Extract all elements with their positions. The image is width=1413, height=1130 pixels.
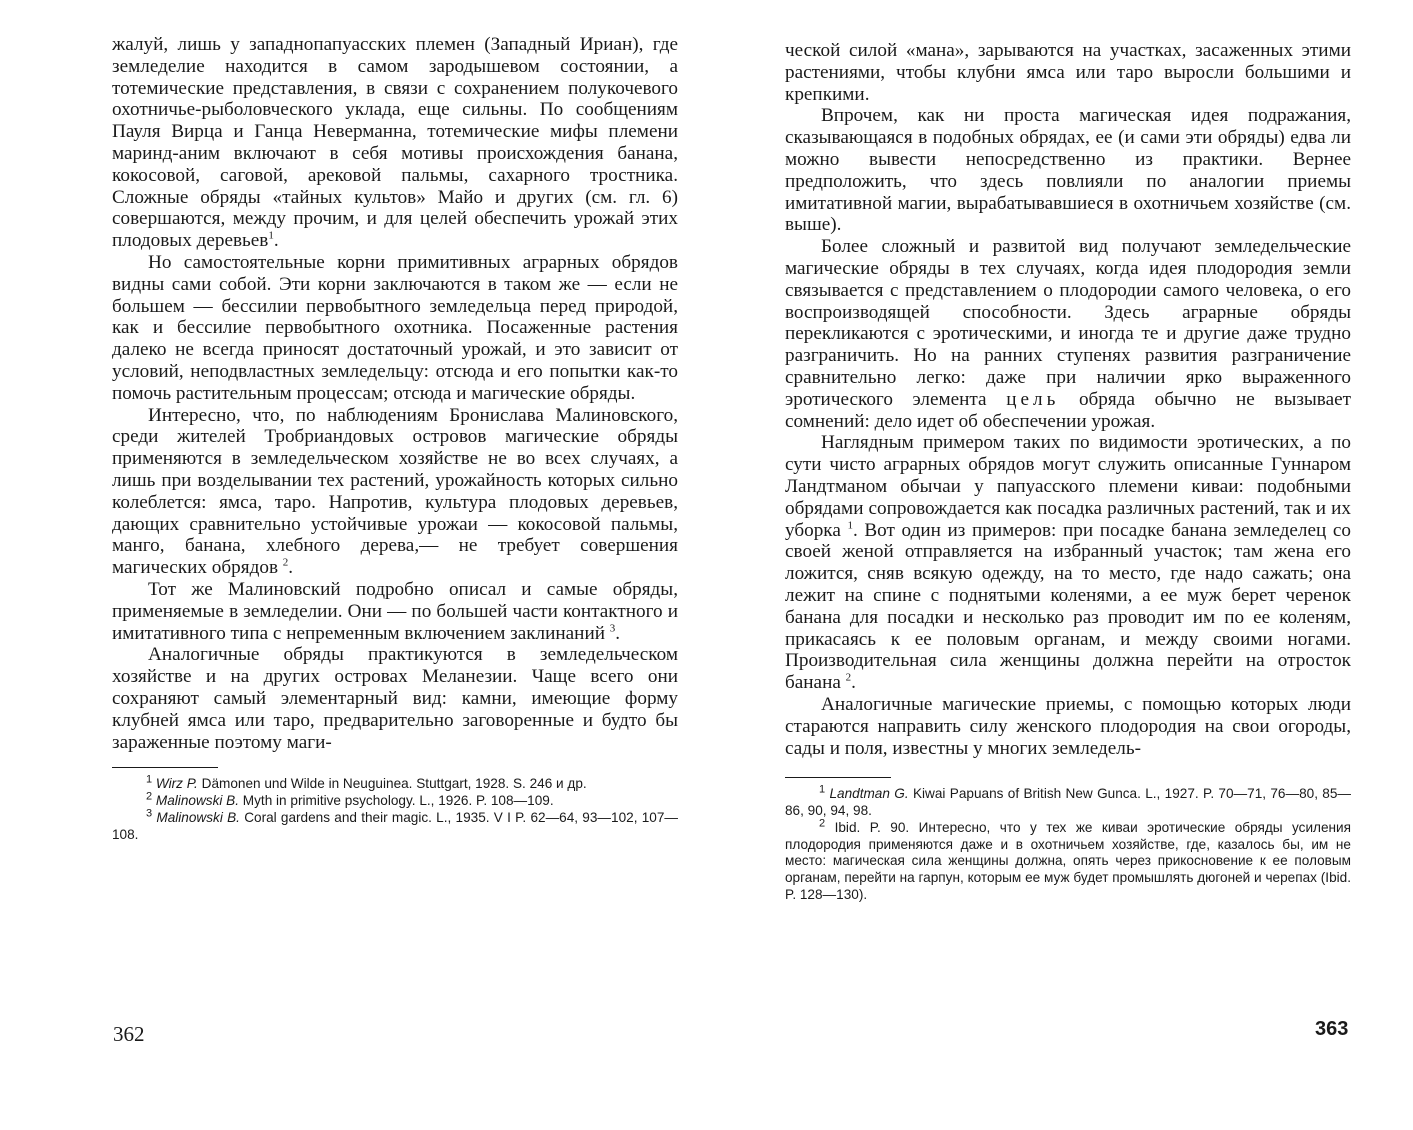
left-footnotes <box>112 773 678 843</box>
spaced-emphasis: цель <box>1006 388 1060 410</box>
footnote-2: $^2$ Malinowski B. Myth in primitive psychology. L., 1926. P. 108—109. <box>146 790 554 809</box>
footnote-1: $^1$ Landtman G. Kiwai Papuans of British New Gunca. L., 1927. P. 70—71, 76—80, 85—86, 90, 94, 98. <box>785 783 1352 819</box>
footnote-3: $^3$ Malinowski B. Coral gardens and their magic. L., 1935. V I P. 62—64, 93—102, 107—108. <box>112 807 678 842</box>
footnote-ref: 3 <box>609 622 616 635</box>
right-paragraph-4: Наглядным примером таких по видимости эротических, а по сути чисто аграрных обрядов могут служить описанные Гуннаром Ландтманом обычаи у папуасского племени киваи: подобными обрядами сопровождается как посадка различных растений, так и их уборка $^1$. Вот один из примеров: при посадке банана земледелец со своей женой отправляется на избранный участок; там жена его ложится, сняв всякую одежду, на то место, где надо сажать; она лежит на спине с поднятыми коленями, а ее муж берет черенок банана для посадки и несколько раз проводит им по ее коленям, прикасаясь к ее половым органам, и между своими ногами. Производительная сила женщины должна перейти на отросток банана $^2$. <box>785 432 1351 694</box>
footnote-rule <box>112 767 218 768</box>
page-number-right: 363 <box>1315 1018 1349 1040</box>
left-page <box>112 34 678 843</box>
left-paragraph-1: жалуй, лишь у западнопапуасских племен (Западный Ириан), где земледелие находится в самом зародышевом состоянии, а тотемические представления, в связи с сохранением полукочевого охотничье-рыболовческого уклада, еще сильны. По сообщениям Пауля Вирца и Ганца Неверманна, тотемические мифы племени маринд-аним включают в себя мотивы происхождения банана, кокосовой, саговой, арековой пальмы, сахарного тростника. Сложные обряды «тайных культов» Майо и других (см. гл. 6) совершаются, между прочим, и для целей обеспечить урожай этих плодовых деревьев$^1$. <box>112 34 678 252</box>
footnote-rule <box>785 777 891 778</box>
footnote-ref: 2 <box>845 671 852 684</box>
left-paragraph-5: Аналогичные обряды практикуются в земледельческом хозяйстве и на других островах Меланезии. Чаще всего они сохраняют самый элементарный вид: камни, имеющие форму клубней ямса или таро, предварительно заговоренные и будто бы зараженные поэтому маги- <box>112 644 678 753</box>
footnote-1: $^1$ Wirz P. Dämonen und Wilde in Neuguinea. Stuttgart, 1928. S. 246 и др. <box>146 773 587 792</box>
right-page <box>785 40 1351 904</box>
footnote-2: $^2$ Ibid. P. 90. Интересно, что у тех же киваи эротические обряды усиления плодородия применяются даже и в охотничьем хозяйстве, где, казалось бы, им не место: магическая сила женщины должна, опять через прикосновение к ее половым органам, перейти на гарпун, которым ее муж будет промышлять дюгоней и черепах (Ibid. P. 128—130). <box>785 817 1351 903</box>
footnote-ref: 1 <box>268 229 274 242</box>
left-paragraph-4: Тот же Малиновский подробно описал и самые обряды, применяемые в земледелии. Они — по большей части контактного и имитативного типа с непременным включением заклинаний $^3$. <box>112 578 678 644</box>
right-paragraph-2: Впрочем, как ни проста магическая идея подражания, сказывающаяся в подобных обрядах, ее (и сами эти обряды) едва ли можно вывести непосредственно из практики. Вернее предположить, что здесь повлияли по аналогии приемы имитативной магии, вырабатывавшиеся в охотничьем хозяйстве (см. выше). <box>785 105 1351 236</box>
page-number-left: 362 <box>113 1022 145 1046</box>
right-footnotes <box>785 783 1352 904</box>
right-paragraph-1: ческой силой «мана», зарываются на участках, засаженных этими растениями, чтобы клубни ямса или таро выросли большими и крепкими. <box>785 40 1351 105</box>
footnote-ref: 1 <box>847 519 853 532</box>
right-paragraph-3: Более сложный и развитой вид получают земледельческие магические обряды в тех случаях, когда идея плодородия земли связывается с представлением о плодородии самого человека, о его воспроизводящей способности. Здесь аграрные обряды перекликаются с эротическими, и иногда те и другие даже трудно разграничить. Но на ранних ступенях развития разграничение сравнительно легко: даже при наличии ярко выраженного эротического элемента цель обряда обычно не вызывает сомнений: дело идет об обеспечении урожая. <box>785 236 1352 432</box>
left-paragraph-2: Но самостоятельные корни примитивных аграрных обрядов видны сами собой. Эти корни заключаются в таком же — если не большем — бессилии первобытного земледельца перед природой, как и бессилие первобытного охотника. Посаженные растения далеко не всегда приносят достаточный урожай, и это зависит от условий, неподвластных земледельцу: отсюда и его попытки как-то помочь растительным процессам; отсюда и магические обряды. <box>112 251 678 404</box>
footnote-ref: 2 <box>282 556 289 569</box>
right-paragraph-5: Аналогичные магические приемы, с помощью которых люди стараются направить силу женского плодородия на свои огороды, сады и поля, известны у многих земледель- <box>785 693 1351 759</box>
left-paragraph-3: Интересно, что, по наблюдениям Бронислава Малиновского, среди жителей Тробриандовых островов магические обряды применяются в земледельческом хозяйстве не во всех случаях, а лишь при возделывании тех растений, урожайность которых сильно колеблется: ямса, таро. Напротив, культура плодовых деревьев, дающих сравнительно устойчивые урожаи — кокосовой пальмы, манго, банана, хлебного дерева,— не требует совершения магических обрядов $^2$. <box>112 404 678 579</box>
